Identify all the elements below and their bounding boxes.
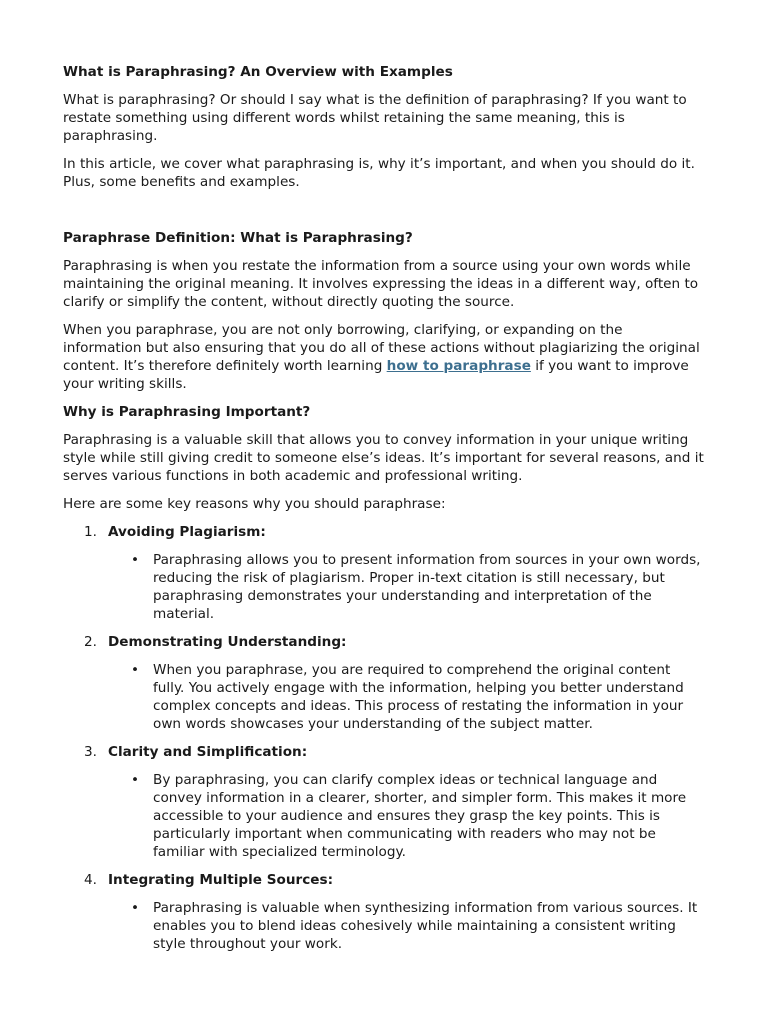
- sub-list: [108, 899, 705, 953]
- definition-paragraph-1: Paraphrasing is when you restate the information from a source using your own words while maintaining the original meaning. It involves expressing the ideas in a different way, often to clarify or simplify the content, without directly quoting the source.: [63, 258, 699, 310]
- reason-text: By paraphrasing, you can clarify complex ideas or technical language and convey information in a clearer, shorter, and simpler form. This makes it more accessible to your audience and ensures they grasp the key points. This is particularly important when communicating with readers who may not be familiar with specialized terminology.: [153, 772, 687, 860]
- definition-paragraph-2: [63, 321, 705, 393]
- list-number: 1.: [84, 524, 97, 540]
- sub-list-item: [108, 551, 705, 623]
- reasons-list: [63, 523, 705, 953]
- importance-paragraph-2: Here are some key reasons why you should paraphrase:: [63, 496, 446, 512]
- reason-title: Clarity and Simplification:: [108, 744, 308, 760]
- sub-list: [108, 551, 705, 623]
- intro-paragraph-2: In this article, we cover what paraphrasing is, why it’s important, and when you should do it. Plus, some benefits and examples.: [63, 156, 695, 190]
- definition-paragraph-2-start: When you paraphrase, you are not only borrowing, clarifying, or expanding on the information but also ensuring that you do all of these actions without plagiarizing the original content. It’s therefore definitely worth learning: [63, 322, 700, 374]
- list-item: [63, 523, 705, 623]
- sub-list: [108, 661, 705, 733]
- list-number: 2.: [84, 634, 97, 650]
- reason-title: Demonstrating Understanding:: [108, 634, 347, 650]
- how-to-paraphrase-link[interactable]: how to paraphrase: [386, 358, 531, 374]
- list-number: 4.: [84, 872, 97, 888]
- importance-heading: Why is Paraphrasing Important?: [63, 404, 311, 420]
- list-number: 3.: [84, 744, 97, 760]
- bullet-icon: •: [131, 552, 140, 568]
- sub-list-item: [108, 899, 705, 953]
- importance-paragraph-1: Paraphrasing is a valuable skill that allows you to convey information in your unique writing style while still giving credit to someone else’s ideas. It’s important for several reasons, and it serves various functions in both academic and professional writing.: [63, 432, 704, 484]
- reason-title: Avoiding Plagiarism:: [108, 524, 266, 540]
- bullet-icon: •: [131, 900, 140, 916]
- bullet-icon: •: [131, 662, 140, 678]
- sub-list: [108, 771, 705, 861]
- list-item: [63, 633, 705, 733]
- document-title: What is Paraphrasing? An Overview with Examples: [63, 64, 453, 80]
- definition-heading: Paraphrase Definition: What is Paraphrasing?: [63, 230, 413, 246]
- list-item: [63, 871, 705, 953]
- reason-text: Paraphrasing allows you to present information from sources in your own words, reducing the risk of plagiarism. Proper in-text citation is still necessary, but paraphrasing demonstrates your understanding and interpretation of the material.: [153, 552, 701, 622]
- sub-list-item: [108, 771, 705, 861]
- sub-list-item: [108, 661, 705, 733]
- definition-paragraph-2-end: if you want to improve your writing skills.: [63, 358, 689, 392]
- list-item: [63, 743, 705, 861]
- reason-text: Paraphrasing is valuable when synthesizing information from various sources. It enables you to blend ideas cohesively while maintaining a consistent writing style throughout your work.: [153, 900, 698, 952]
- bullet-icon: •: [131, 772, 140, 788]
- reason-text: When you paraphrase, you are required to comprehend the original content fully. You actively engage with the information, helping you better understand complex concepts and ideas. This process of restating the information in your own words showcases your understanding of the subject matter.: [153, 662, 684, 732]
- reason-title: Integrating Multiple Sources:: [108, 872, 334, 888]
- intro-paragraph-1: What is paraphrasing? Or should I say what is the definition of paraphrasing? If you want to restate something using different words whilst retaining the same meaning, this is paraphrasing.: [63, 92, 687, 144]
